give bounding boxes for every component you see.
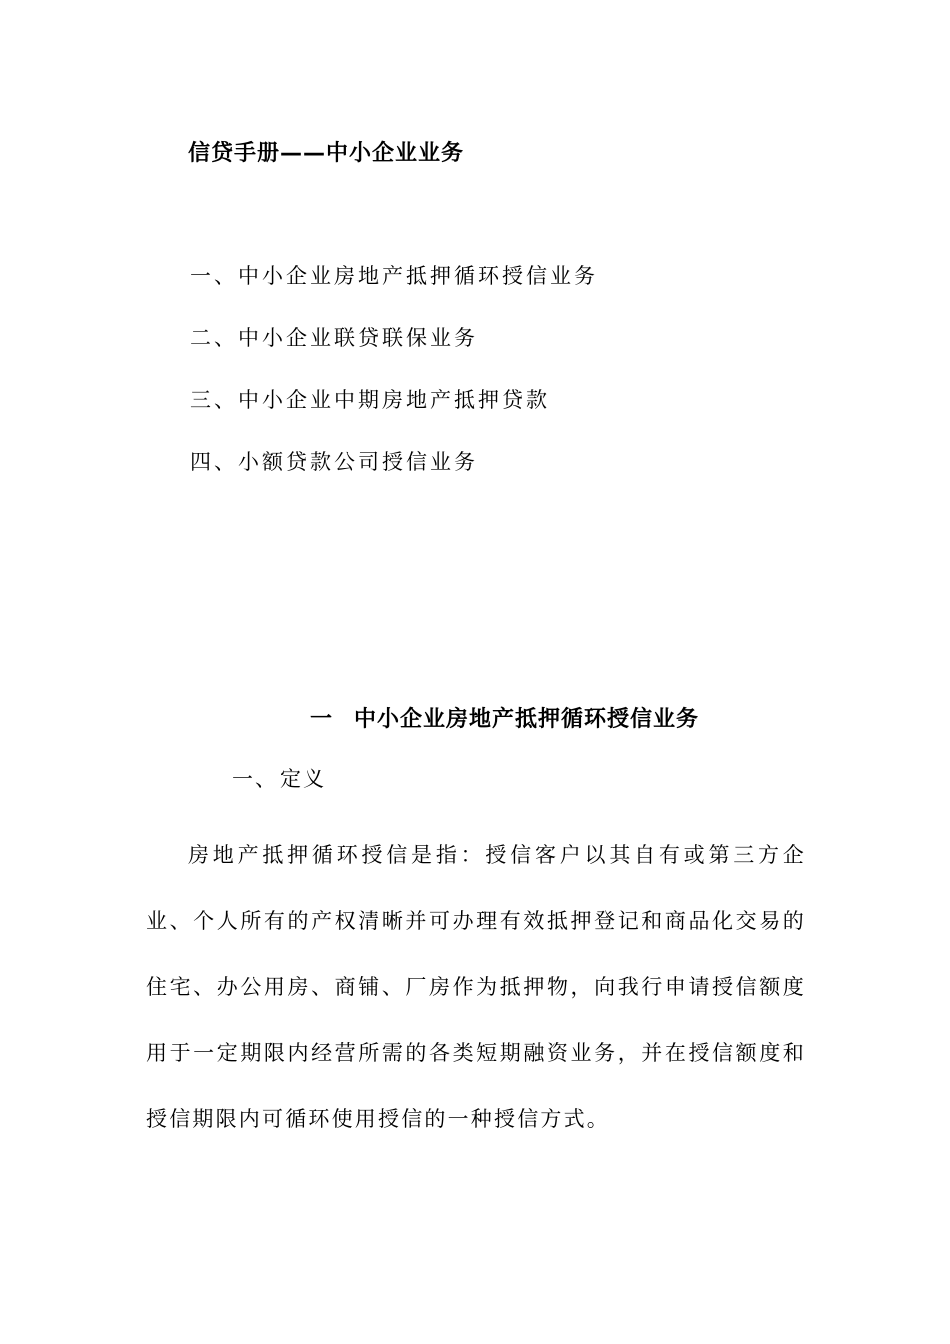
- toc-item: 四、小额贷款公司授信业务: [190, 450, 478, 474]
- document-title: 信贷手册——中小企业业务: [188, 141, 465, 166]
- table-of-contents: [190, 262, 598, 510]
- section-heading: [310, 702, 699, 733]
- toc-item: 二、中小企业联贷联保业务: [190, 326, 478, 350]
- section-number: 一: [310, 707, 334, 732]
- toc-item: 一、中小企业房地产抵押循环授信业务: [190, 264, 598, 288]
- section-title: 中小企业房地产抵押循环授信业务: [354, 707, 700, 732]
- subsection-number: 一、: [232, 767, 278, 791]
- subsection-heading: [232, 763, 326, 793]
- subsection-title: 定义: [280, 767, 326, 791]
- definition-paragraph: 房地产抵押循环授信是指：授信客户以其自有或第三方企业、个人所有的产权清晰并可办理有效抵押登记和商品化交易的住宅、办公用房、商铺、厂房作为抵押物，向我行申请授信额度用于一定期限内经营所需的各类短期融资业务，并在授信额度和授信期限内可循环使用授信的一种授信方式。: [146, 843, 806, 1131]
- toc-item: 三、中小企业中期房地产抵押贷款: [190, 388, 550, 412]
